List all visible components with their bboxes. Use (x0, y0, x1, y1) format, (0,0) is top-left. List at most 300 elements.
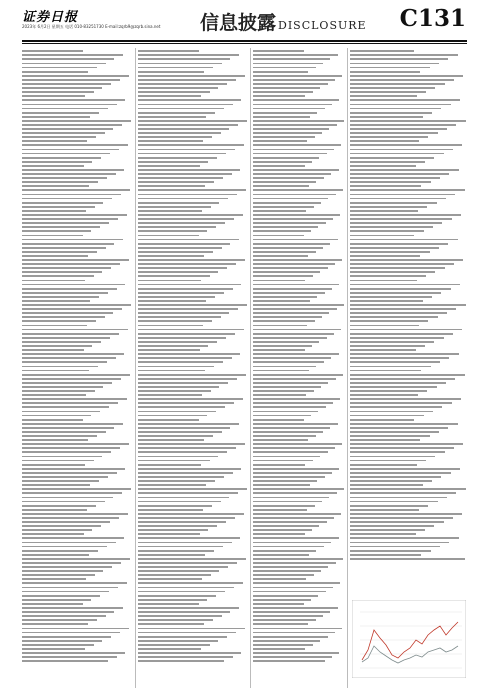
text-line-placeholder (253, 497, 329, 499)
text-line-placeholder (253, 235, 304, 237)
text-line-placeholder (22, 206, 95, 208)
text-line-placeholder (253, 480, 317, 482)
text-line-placeholder (138, 587, 234, 589)
text-line-placeholder (138, 222, 225, 224)
text-line-placeholder (22, 316, 105, 318)
text-line-placeholder (253, 136, 315, 138)
text-line-placeholder (138, 284, 241, 286)
text-line-placeholder (22, 488, 131, 490)
text-line-placeholder (253, 288, 332, 290)
text-line-placeholder (350, 456, 435, 458)
text-line-placeholder (22, 288, 117, 290)
text-line-placeholder (350, 104, 451, 106)
text-line-placeholder (138, 431, 222, 433)
text-line-placeholder (253, 87, 320, 89)
text-line-placeholder (350, 214, 461, 216)
text-line-placeholder (350, 202, 437, 204)
text-line-placeholder (253, 316, 322, 318)
text-line-placeholder (22, 411, 100, 413)
text-line-placeholder (138, 447, 236, 449)
text-line-placeholder (253, 341, 319, 343)
text-line-placeholder (350, 79, 454, 81)
text-line-placeholder (350, 320, 428, 322)
text-line-placeholder (138, 513, 244, 515)
text-line-placeholder (22, 296, 99, 298)
text-line-placeholder (22, 181, 98, 183)
text-line-placeholder (138, 611, 230, 613)
text-line-placeholder (22, 153, 110, 155)
text-line-placeholder (350, 423, 458, 425)
text-line-placeholder (350, 337, 444, 339)
text-line-placeholder (253, 525, 319, 527)
text-line-placeholder (253, 251, 316, 253)
text-line-placeholder (22, 431, 106, 433)
text-line-placeholder (138, 595, 216, 597)
text-line-placeholder (253, 546, 324, 548)
text-line-placeholder (138, 63, 222, 65)
text-line-placeholder (138, 259, 245, 261)
text-line-placeholder (138, 353, 240, 355)
text-line-placeholder (350, 411, 433, 413)
text-line-placeholder (138, 599, 207, 601)
text-line-placeholder (350, 529, 425, 531)
text-line-placeholder (350, 447, 454, 449)
text-line-placeholder (138, 189, 246, 191)
text-line-placeholder (253, 280, 305, 282)
text-line-placeholder (22, 628, 129, 630)
text-line-placeholder (350, 288, 451, 290)
text-line-placeholder (350, 550, 431, 552)
text-line-placeholder (350, 149, 453, 151)
text-line-placeholder (22, 484, 90, 486)
text-line-placeholder (350, 427, 448, 429)
text-line-placeholder (138, 619, 213, 621)
text-line-placeholder (350, 132, 438, 134)
text-line-placeholder (22, 361, 107, 363)
text-line-placeholder (350, 484, 423, 486)
text-line-placeholder (350, 161, 425, 163)
text-line-placeholder (350, 464, 417, 466)
text-line-placeholder (350, 497, 447, 499)
text-line-placeholder (138, 149, 235, 151)
text-line-placeholder (22, 587, 118, 589)
text-line-placeholder (138, 112, 215, 114)
text-line-placeholder (350, 50, 414, 52)
text-line-placeholder (22, 185, 89, 187)
section-title-en: DISCLOSURE (278, 19, 367, 32)
text-line-placeholder (138, 83, 227, 85)
text-line-placeholder (138, 550, 214, 552)
text-line-placeholder (253, 582, 340, 584)
text-line-placeholder (138, 132, 221, 134)
text-line-placeholder (138, 239, 239, 241)
text-line-placeholder (138, 161, 208, 163)
text-line-placeholder (22, 337, 110, 339)
text-line-placeholder (253, 63, 323, 65)
text-line-placeholder (253, 91, 313, 93)
text-line-placeholder (253, 423, 338, 425)
text-line-placeholder (22, 492, 122, 494)
text-line-placeholder (350, 304, 466, 306)
text-line-placeholder (22, 177, 107, 179)
text-line-placeholder (22, 124, 122, 126)
text-line-placeholder (22, 320, 96, 322)
text-line-placeholder (253, 202, 321, 204)
text-line-placeholder (22, 427, 114, 429)
text-line-placeholder (22, 132, 105, 134)
text-line-placeholder (22, 558, 130, 560)
text-line-placeholder (138, 226, 216, 228)
text-line-placeholder (350, 95, 417, 97)
text-line-placeholder (350, 316, 438, 318)
text-line-placeholder (138, 243, 230, 245)
text-line-placeholder (22, 595, 100, 597)
text-line-placeholder (22, 210, 86, 212)
text-line-placeholder (138, 660, 224, 662)
text-line-placeholder (253, 411, 318, 413)
text-line-placeholder (22, 648, 85, 650)
text-line-placeholder (22, 149, 119, 151)
text-line-placeholder (22, 443, 129, 445)
text-line-placeholder (22, 525, 101, 527)
text-line-placeholder (138, 104, 233, 106)
text-line-placeholder (253, 402, 333, 404)
text-line-placeholder (253, 259, 342, 261)
text-line-placeholder (253, 476, 325, 478)
text-line-placeholder (350, 357, 449, 359)
text-line-placeholder (253, 603, 304, 605)
text-line-placeholder (253, 492, 337, 494)
text-line-placeholder (350, 300, 423, 302)
text-line-placeholder (253, 104, 332, 106)
text-line-placeholder (253, 296, 317, 298)
text-line-placeholder (22, 353, 124, 355)
text-line-placeholder (253, 243, 330, 245)
text-line-placeholder (22, 79, 120, 81)
text-line-placeholder (138, 603, 199, 605)
text-line-placeholder (22, 451, 111, 453)
text-line-placeholder (22, 267, 111, 269)
text-line-placeholder (22, 415, 91, 417)
text-line-placeholder (22, 456, 102, 458)
text-line-placeholder (138, 210, 202, 212)
text-line-placeholder (138, 525, 217, 527)
text-line-placeholder (22, 374, 130, 376)
text-line-placeholder (138, 443, 245, 445)
text-line-placeholder (22, 370, 89, 372)
text-line-placeholder (22, 304, 131, 306)
text-line-placeholder (138, 255, 204, 257)
text-line-placeholder (350, 406, 442, 408)
text-line-placeholder (350, 116, 423, 118)
text-line-placeholder (22, 533, 84, 535)
text-line-placeholder (22, 239, 123, 241)
text-line-placeholder (22, 517, 119, 519)
text-line-placeholder (138, 58, 230, 60)
text-line-placeholder (138, 578, 202, 580)
text-line-placeholder (253, 58, 330, 60)
text-line-placeholder (253, 542, 331, 544)
text-line-placeholder (138, 341, 217, 343)
text-line-placeholder (253, 513, 341, 515)
text-line-placeholder (253, 255, 308, 257)
text-line-placeholder (350, 333, 453, 335)
text-line-placeholder (138, 194, 237, 196)
text-line-placeholder (22, 198, 112, 200)
text-line-placeholder (138, 108, 224, 110)
text-line-placeholder (253, 386, 321, 388)
text-line-placeholder (138, 398, 243, 400)
text-line-placeholder (22, 243, 114, 245)
text-line-placeholder (350, 189, 465, 191)
text-line-placeholder (253, 529, 312, 531)
text-line-placeholder (350, 521, 444, 523)
text-line-placeholder (350, 157, 434, 159)
text-line-placeholder (253, 108, 325, 110)
text-line-placeholder (253, 431, 323, 433)
text-column-3 (253, 48, 345, 688)
text-line-placeholder (253, 194, 336, 196)
text-line-placeholder (350, 558, 465, 560)
text-line-placeholder (22, 95, 85, 97)
text-line-placeholder (138, 251, 213, 253)
text-line-placeholder (138, 406, 225, 408)
text-line-placeholder (253, 533, 305, 535)
text-line-placeholder (350, 263, 454, 265)
text-line-placeholder (22, 505, 96, 507)
text-line-placeholder (22, 562, 121, 564)
text-line-placeholder (22, 521, 110, 523)
text-line-placeholder (253, 83, 328, 85)
text-line-placeholder (253, 648, 305, 650)
text-line-placeholder (253, 468, 339, 470)
text-line-placeholder (350, 173, 449, 175)
text-line-placeholder (253, 144, 341, 146)
text-line-placeholder (138, 411, 216, 413)
text-line-placeholder (22, 136, 96, 138)
text-line-placeholder (253, 415, 311, 417)
page-number: C131 (399, 5, 466, 32)
text-line-placeholder (22, 169, 124, 171)
text-line-placeholder (350, 67, 430, 69)
text-line-placeholder (22, 161, 92, 163)
text-line-placeholder (253, 451, 328, 453)
text-line-placeholder (253, 443, 342, 445)
text-line-placeholder (350, 439, 420, 441)
text-line-placeholder (350, 128, 447, 130)
text-line-placeholder (138, 505, 212, 507)
text-line-placeholder (138, 304, 247, 306)
text-line-placeholder (22, 656, 117, 658)
text-line-placeholder (138, 218, 234, 220)
text-line-placeholder (138, 54, 239, 56)
text-line-placeholder (22, 513, 128, 515)
text-line-placeholder (350, 488, 466, 490)
text-line-placeholder (138, 640, 218, 642)
text-line-placeholder (22, 165, 84, 167)
text-line-placeholder (350, 402, 452, 404)
text-line-placeholder (22, 104, 117, 106)
text-line-placeholder (253, 267, 328, 269)
text-line-placeholder (253, 275, 313, 277)
text-line-placeholder (138, 325, 203, 327)
text-line-placeholder (138, 529, 208, 531)
text-line-placeholder (253, 177, 324, 179)
text-line-placeholder (253, 169, 339, 171)
text-line-placeholder (253, 247, 323, 249)
text-line-placeholder (138, 157, 217, 159)
text-line-placeholder (253, 521, 327, 523)
text-line-placeholder (22, 280, 85, 282)
text-line-placeholder (22, 537, 124, 539)
text-line-placeholder (22, 644, 94, 646)
text-line-placeholder (253, 632, 335, 634)
text-line-placeholder (138, 99, 241, 101)
text-line-placeholder (22, 574, 95, 576)
text-line-placeholder (138, 280, 201, 282)
text-line-placeholder (22, 550, 98, 552)
text-line-placeholder (22, 468, 125, 470)
text-line-placeholder (253, 636, 328, 638)
text-line-placeholder (138, 296, 215, 298)
text-line-placeholder (253, 652, 339, 654)
text-line-placeholder (253, 570, 321, 572)
text-line-placeholder (22, 63, 106, 65)
text-line-placeholder (22, 591, 109, 593)
text-line-placeholder (350, 419, 414, 421)
text-line-placeholder (22, 660, 108, 662)
text-line-placeholder (350, 259, 463, 261)
text-line-placeholder (22, 189, 130, 191)
text-line-placeholder (253, 550, 316, 552)
text-line-placeholder (350, 230, 424, 232)
text-line-placeholder (22, 570, 103, 572)
text-line-placeholder (22, 382, 112, 384)
text-line-placeholder (253, 640, 320, 642)
text-line-placeholder (350, 451, 445, 453)
text-line-placeholder (350, 222, 442, 224)
text-line-placeholder (138, 206, 211, 208)
text-line-placeholder (22, 419, 83, 421)
text-line-placeholder (138, 656, 233, 658)
text-line-placeholder (138, 288, 233, 290)
text-line-placeholder (22, 271, 102, 273)
text-line-placeholder (350, 537, 459, 539)
text-line-placeholder (138, 632, 236, 634)
text-line-placeholder (138, 480, 215, 482)
text-line-placeholder (138, 419, 199, 421)
text-line-placeholder (138, 476, 224, 478)
text-line-placeholder (253, 554, 309, 556)
text-line-placeholder (138, 308, 238, 310)
text-line-placeholder (22, 566, 112, 568)
text-line-placeholder (138, 333, 235, 335)
text-line-placeholder (138, 50, 199, 52)
text-line-placeholder (350, 99, 460, 101)
text-line-placeholder (253, 181, 316, 183)
text-line-placeholder (253, 615, 323, 617)
text-line-placeholder (138, 91, 210, 93)
text-line-placeholder (138, 140, 203, 142)
text-line-placeholder (138, 558, 246, 560)
text-line-placeholder (138, 181, 214, 183)
text-line-placeholder (253, 120, 344, 122)
text-line-placeholder (253, 128, 329, 130)
text-line-placeholder (350, 353, 459, 355)
text-line-placeholder (350, 75, 463, 77)
text-line-placeholder (22, 435, 97, 437)
text-line-placeholder (22, 222, 109, 224)
text-line-placeholder (350, 390, 427, 392)
text-line-placeholder (138, 623, 204, 625)
text-line-placeholder (253, 509, 307, 511)
text-line-placeholder (22, 325, 87, 327)
text-line-placeholder (350, 468, 460, 470)
text-line-placeholder (253, 337, 327, 339)
text-line-placeholder (138, 456, 218, 458)
text-line-placeholder (253, 591, 326, 593)
text-line-placeholder (22, 423, 123, 425)
text-line-placeholder (138, 460, 210, 462)
text-line-placeholder (138, 439, 204, 441)
text-line-placeholder (138, 451, 227, 453)
text-line-placeholder (350, 144, 462, 146)
text-line-placeholder (253, 488, 344, 490)
text-line-placeholder (350, 374, 465, 376)
text-line-placeholder (138, 533, 200, 535)
text-line-placeholder (138, 423, 239, 425)
text-line-placeholder (138, 263, 236, 265)
text-line-placeholder (253, 558, 343, 560)
text-line-placeholder (350, 165, 416, 167)
text-line-placeholder (253, 189, 343, 191)
text-line-placeholder (138, 435, 213, 437)
text-line-placeholder (22, 529, 92, 531)
text-line-placeholder (22, 263, 120, 265)
text-line-placeholder (253, 517, 334, 519)
text-line-placeholder (350, 280, 417, 282)
text-line-placeholder (350, 554, 421, 556)
text-line-placeholder (253, 611, 330, 613)
text-line-placeholder (253, 50, 304, 52)
text-line-placeholder (253, 464, 305, 466)
text-line-placeholder (138, 300, 206, 302)
text-line-placeholder (253, 214, 340, 216)
text-line-placeholder (350, 63, 439, 65)
text-line-placeholder (22, 636, 111, 638)
text-line-placeholder (350, 58, 448, 60)
text-line-placeholder (253, 75, 342, 77)
text-line-placeholder (253, 628, 342, 630)
text-line-placeholder (22, 259, 129, 261)
text-line-placeholder (253, 435, 316, 437)
text-line-placeholder (253, 153, 327, 155)
text-line-placeholder (253, 374, 343, 376)
text-line-placeholder (350, 226, 433, 228)
text-line-placeholder (22, 120, 131, 122)
text-column-1 (22, 48, 132, 688)
text-line-placeholder (22, 476, 108, 478)
text-line-placeholder (253, 271, 320, 273)
text-line-placeholder (138, 394, 202, 396)
text-line-placeholder (138, 497, 229, 499)
text-line-placeholder (138, 275, 210, 277)
text-line-placeholder (138, 415, 207, 417)
text-line-placeholder (138, 214, 243, 216)
text-line-placeholder (253, 607, 338, 609)
text-line-placeholder (22, 578, 86, 580)
text-line-placeholder (350, 284, 460, 286)
